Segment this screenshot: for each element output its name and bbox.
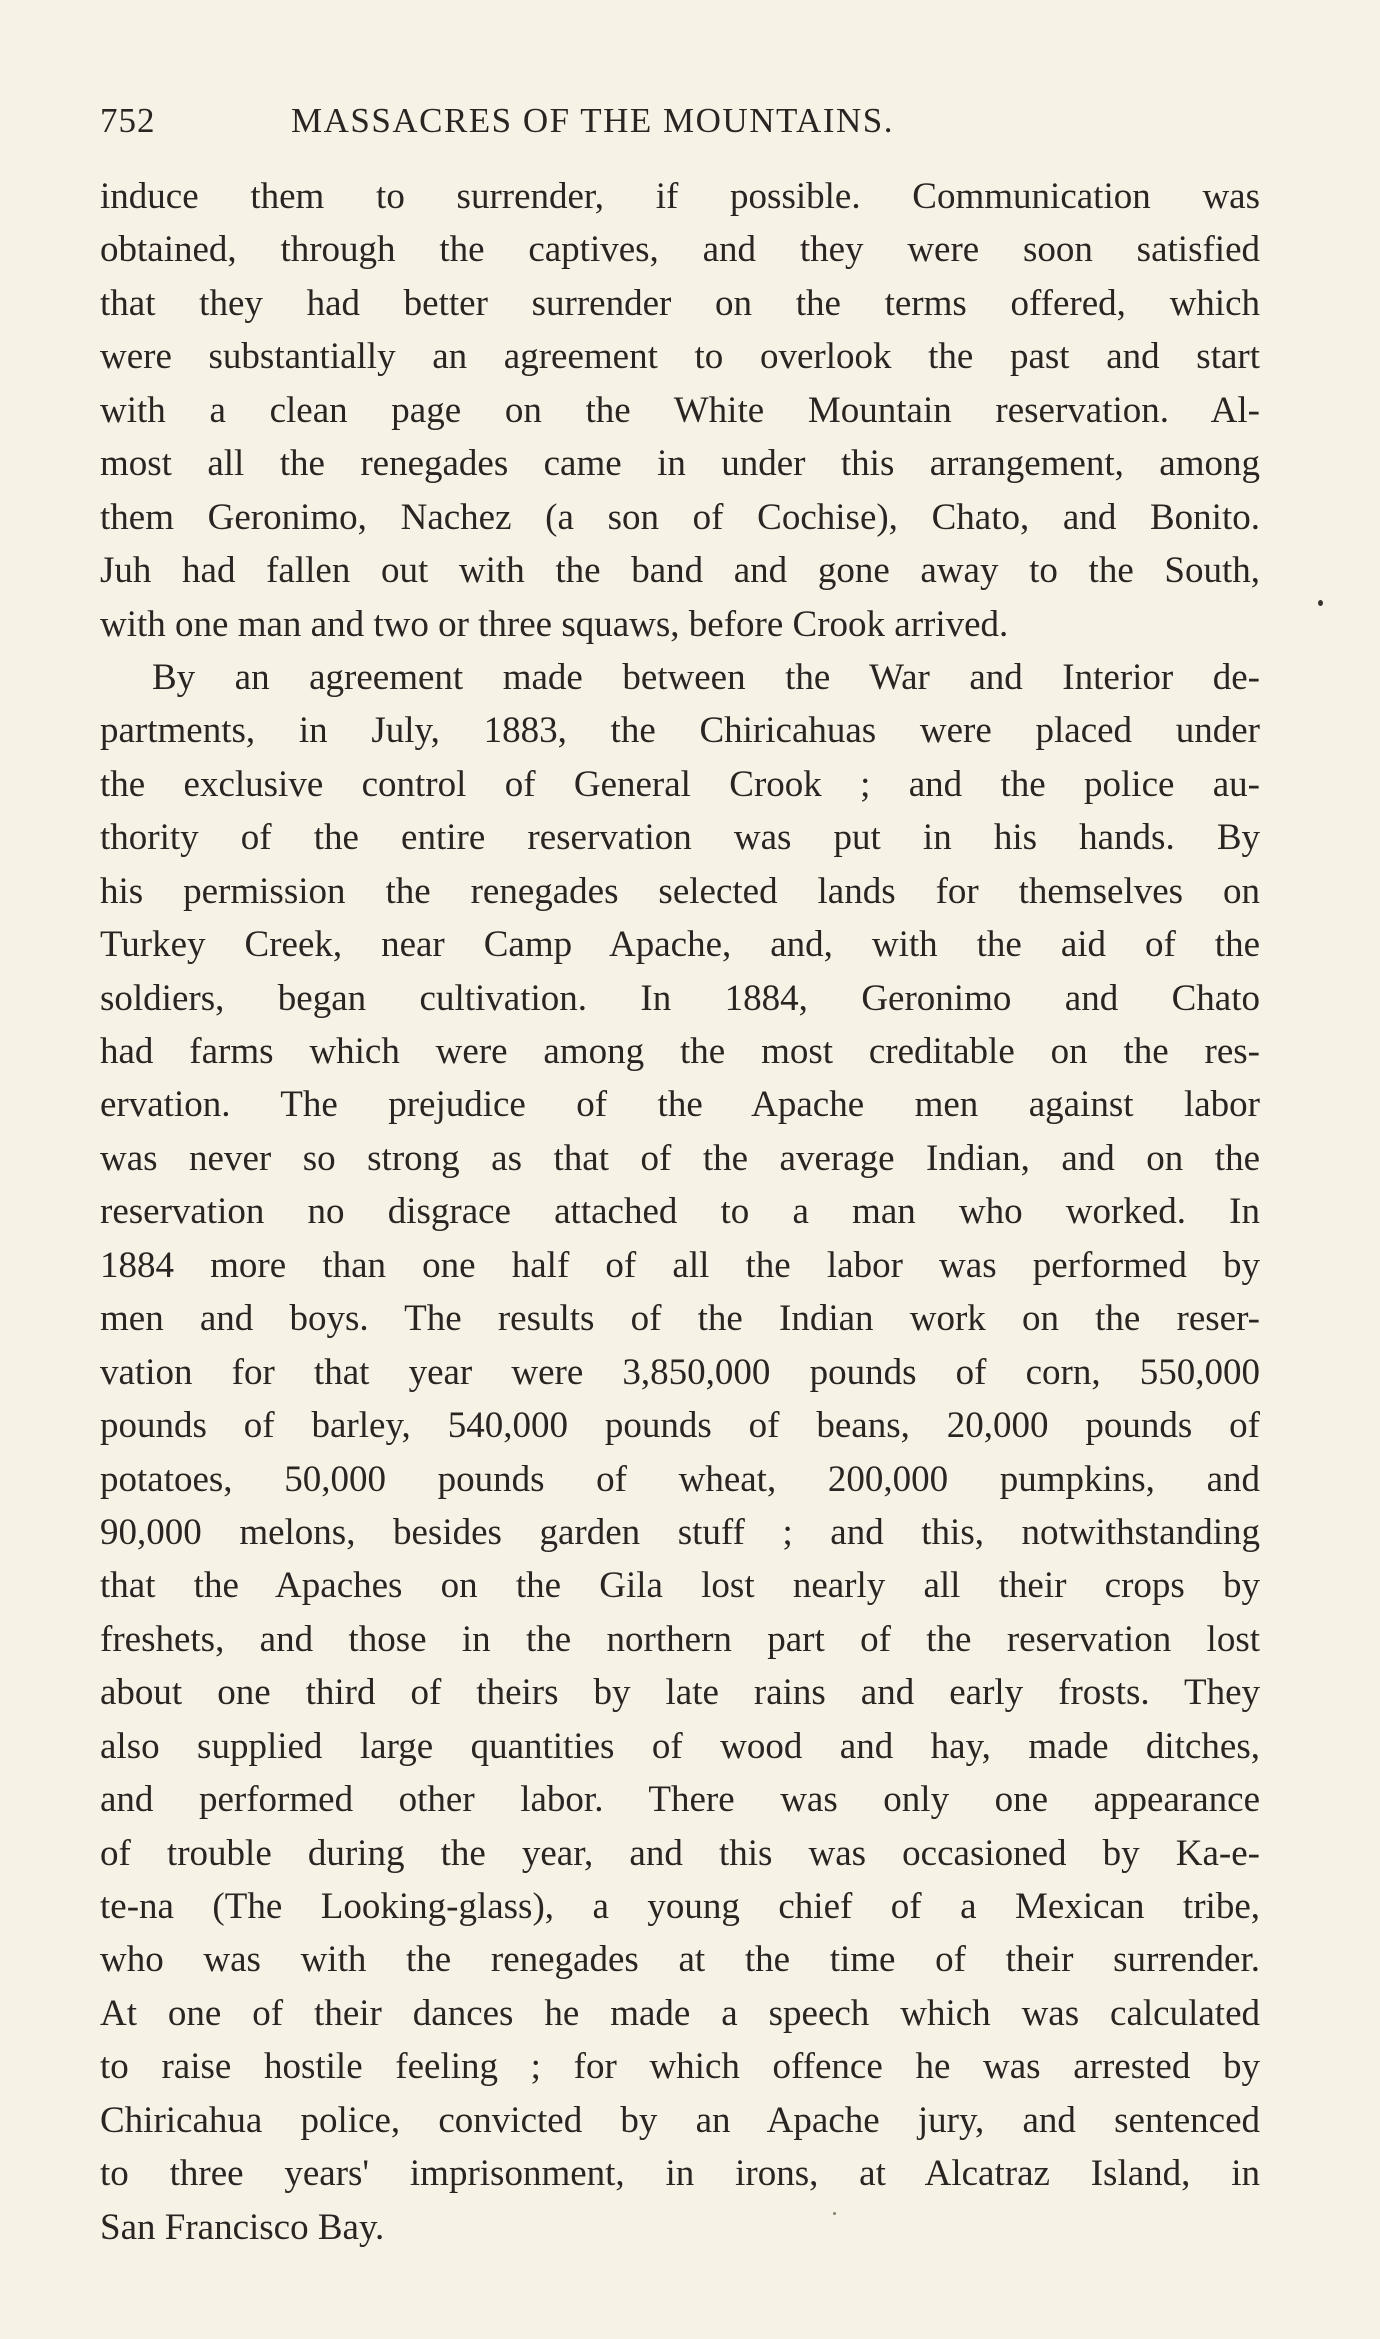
text-line: his permission the renegades selected lands for themselves on bbox=[100, 870, 1260, 912]
text-line: 1884 more than one half of all the labor was performed by bbox=[100, 1244, 1260, 1286]
text-line: had farms which were among the most creditable on the res- bbox=[100, 1031, 1260, 1072]
text-line: Turkey Creek, near Camp Apache, and, with the aid of the bbox=[100, 924, 1260, 966]
page-header bbox=[100, 96, 1295, 146]
text-line: At one of their dances he made a speech which was calculated bbox=[100, 1992, 1260, 2034]
text-line: ervation. The prejudice of the Apache men against labor bbox=[100, 1084, 1260, 1126]
text-line: Chiricahua police, convicted by an Apache jury, and sentenced bbox=[100, 2099, 1260, 2141]
body-text bbox=[100, 170, 1260, 2254]
text-line: with a clean page on the White Mountain reservation. Al- bbox=[100, 389, 1260, 431]
text-line: induce them to surrender, if possible. Communication was bbox=[100, 176, 1260, 217]
text-line: 90,000 melons, besides garden stuff ; and this, notwithstanding bbox=[100, 1511, 1260, 1553]
text-line: about one third of theirs by late rains and early frosts. They bbox=[100, 1672, 1260, 1714]
text-line: thority of the entire reservation was put in his hands. By bbox=[100, 817, 1260, 859]
text-line: pounds of barley, 540,000 pounds of beans, 20,000 pounds of bbox=[100, 1405, 1260, 1447]
paper-speck bbox=[833, 2212, 836, 2215]
text-line: were substantially an agreement to overlook the past and start bbox=[100, 336, 1260, 378]
text-line: obtained, through the captives, and they were soon satisfied bbox=[100, 229, 1260, 271]
text-line: to raise hostile feeling ; for which offence he was arrested by bbox=[100, 2046, 1260, 2088]
text-line: San Francisco Bay. bbox=[100, 2206, 385, 2248]
text-line: vation for that year were 3,850,000 pounds of corn, 550,000 bbox=[100, 1351, 1260, 1393]
running-head: MASSACRES OF THE MOUNTAINS. bbox=[291, 101, 894, 140]
text-line: the exclusive control of General Crook ; and the police au- bbox=[100, 763, 1260, 805]
text-line: was never so strong as that of the average Indian, and on the bbox=[100, 1137, 1260, 1179]
text-line: to three years' imprisonment, in irons, at Alcatraz Island, in bbox=[100, 2153, 1260, 2195]
text-line: who was with the renegades at the time of their surrender. bbox=[100, 1939, 1260, 1981]
ink-speck bbox=[1318, 600, 1323, 606]
text-line: partments, in July, 1883, the Chiricahuas were placed under bbox=[100, 710, 1260, 752]
text-line: freshets, and those in the northern part of the reservation lost bbox=[100, 1618, 1260, 1660]
text-line: of trouble during the year, and this was occasioned by Ka-e- bbox=[100, 1832, 1260, 1874]
text-line: By an agreement made between the War and Interior de- bbox=[152, 656, 1260, 698]
text-line: most all the renegades came in under this arrangement, among bbox=[100, 443, 1260, 485]
text-line: men and boys. The results of the Indian work on the reser- bbox=[100, 1298, 1260, 1340]
text-line: potatoes, 50,000 pounds of wheat, 200,000 pumpkins, and bbox=[100, 1458, 1260, 1500]
text-line: soldiers, began cultivation. In 1884, Geronimo and Chato bbox=[100, 977, 1260, 1019]
text-line: and performed other labor. There was only one appearance bbox=[100, 1779, 1260, 1821]
text-line: with one man and two or three squaws, before Crook arrived. bbox=[100, 603, 1009, 645]
text-line: Juh had fallen out with the band and gone away to the South, bbox=[100, 550, 1260, 592]
text-line: that they had better surrender on the terms offered, which bbox=[100, 282, 1260, 324]
text-line: reservation no disgrace attached to a man who worked. In bbox=[100, 1191, 1260, 1233]
text-line: also supplied large quantities of wood and hay, made ditches, bbox=[100, 1725, 1260, 1767]
page-number: 752 bbox=[100, 101, 156, 140]
text-line: them Geronimo, Nachez (a son of Cochise), Chato, and Bonito. bbox=[100, 496, 1260, 538]
text-line: te-na (The Looking-glass), a young chief of a Mexican tribe, bbox=[100, 1886, 1260, 1927]
text-line: that the Apaches on the Gila lost nearly all their crops by bbox=[100, 1565, 1260, 1607]
